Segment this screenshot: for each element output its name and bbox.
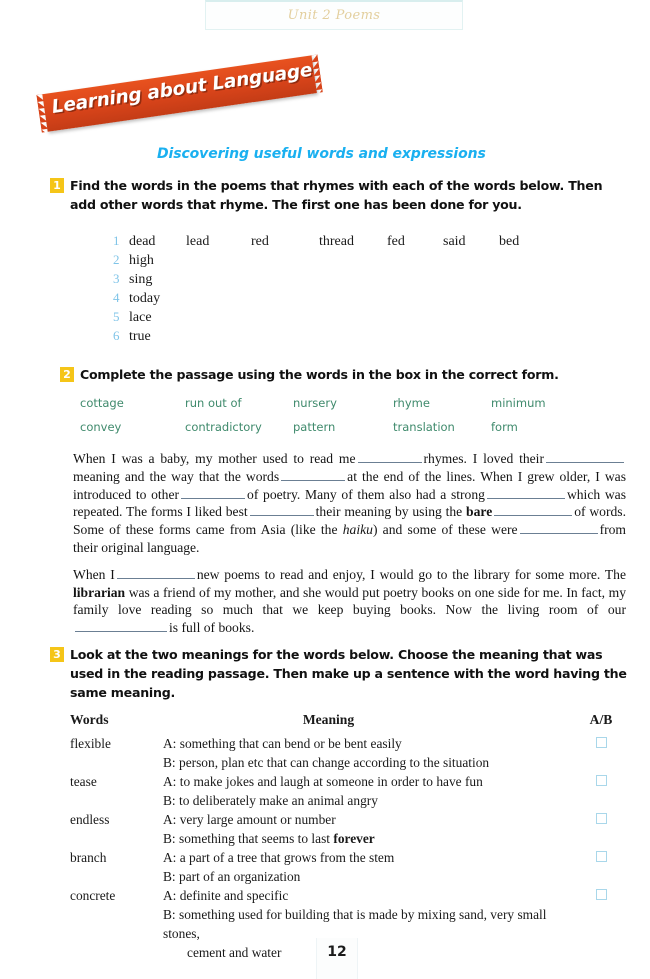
table-row	[70, 772, 618, 810]
entry-definitions	[163, 886, 584, 962]
task-1	[50, 176, 630, 214]
task-1-number-badge: 1	[50, 178, 64, 193]
task-2	[60, 365, 630, 384]
passage-text: was a friend of my mother, and she would put poetry books on one side for me. In fact, my family love reading so much that we keep buying books. Now the living room of our	[73, 584, 626, 618]
passage-text: When I was a baby, my mother used to read me	[73, 451, 356, 466]
definition-b: B: part of an organization	[163, 869, 301, 884]
rhyme-row	[113, 328, 539, 347]
word-bank-item: nursery	[293, 396, 337, 410]
section-banner	[45, 59, 320, 142]
passage-text: new poems to read and enjoy, I would go to the library for some more. The	[196, 566, 626, 582]
definition-b	[163, 905, 584, 962]
rhyme-row	[113, 233, 539, 252]
passage-bold-word: bare	[466, 504, 493, 520]
word-bank-item: minimum	[491, 396, 546, 410]
passage-text: of poetry. Many of them also had a strong	[247, 486, 485, 502]
task-3-heading	[50, 645, 630, 702]
word-bank-item: pattern	[293, 420, 336, 434]
definition-a: A: something that can bend or be bent easily	[163, 736, 402, 751]
rhyme-row-index: 6	[113, 328, 120, 343]
meanings-table	[70, 712, 618, 962]
rhyme-word: lace	[129, 310, 152, 325]
entry-choice-cell	[584, 810, 618, 848]
rhyme-word: dead	[129, 234, 156, 249]
rhyme-row	[113, 252, 539, 271]
task-3	[50, 645, 630, 702]
rhyme-word-list	[113, 233, 539, 347]
entry-definitions	[163, 772, 584, 810]
task-2-prompt: Complete the passage using the words in the box in the correct form.	[80, 367, 559, 382]
passage-italic-word: haiku	[342, 522, 373, 538]
entry-choice-cell	[584, 772, 618, 810]
word-bank-row	[80, 420, 580, 444]
rhyme-word: said	[443, 234, 466, 249]
passage-blank[interactable]	[494, 503, 572, 516]
task-2-number-badge: 2	[60, 367, 74, 382]
word-bank-row	[80, 396, 580, 420]
page-footer	[316, 938, 358, 979]
table-row	[70, 810, 618, 848]
unit-tab-label: Unit 2 Poems	[287, 8, 381, 23]
task-1-heading	[50, 176, 630, 214]
rhyme-word: today	[129, 291, 161, 306]
word-bank-item: form	[491, 420, 518, 434]
rhyme-word: red	[251, 234, 269, 249]
definition-b-text: B: something that seems to last	[163, 831, 334, 846]
task-1-prompt: Find the words in the poems that rhymes with each of the words below. Then add other words that rhyme. The first one has been done for you.	[70, 178, 603, 212]
definition-a: A: to make jokes and laugh at someone in order to have fun	[163, 774, 483, 789]
rhyme-row-words	[129, 329, 186, 345]
ab-checkbox[interactable]	[596, 851, 607, 862]
rhyme-row-words	[129, 272, 186, 288]
definition-b-continuation: cement and water	[187, 945, 282, 960]
cloze-passage	[73, 450, 626, 637]
passage-text: meaning and the way that the words	[73, 468, 280, 484]
rhyme-row-words	[129, 291, 186, 307]
ab-checkbox[interactable]	[596, 775, 607, 786]
rhyme-row	[113, 271, 539, 290]
passage-text: ) and some of these were	[372, 522, 518, 538]
definition-b-bold: forever	[333, 831, 375, 846]
passage-paragraph-1	[73, 450, 626, 557]
rhyme-word: sing	[129, 272, 153, 287]
rhyme-row-words	[129, 253, 186, 269]
word-bank-item: convey	[80, 420, 122, 434]
entry-definitions	[163, 848, 584, 886]
word-bank-item: cottage	[80, 396, 124, 410]
column-header-ab: A/B	[589, 712, 613, 727]
rhyme-row	[113, 290, 539, 309]
word-bank-item: run out of	[185, 396, 242, 410]
definition-b: B: to deliberately make an animal angry	[163, 793, 378, 808]
rhyme-row-index: 2	[113, 252, 120, 267]
rhyme-row	[113, 309, 539, 328]
rhyme-row-index: 1	[113, 233, 120, 248]
page-number: 12	[327, 944, 347, 960]
rhyme-word: thread	[319, 234, 354, 249]
banner-title: Learning about Language	[50, 59, 314, 118]
entry-definitions	[163, 734, 584, 772]
rhyme-word: high	[129, 253, 154, 268]
passage-text: which was repeated. The forms I liked best	[73, 486, 626, 520]
passage-text: at the end of the lines. When I grew older, I was introduced to other	[73, 468, 626, 502]
definition-b	[163, 829, 584, 848]
rhyme-word: true	[129, 329, 151, 344]
entry-word: endless	[70, 812, 110, 827]
entry-choice-cell	[584, 734, 618, 772]
definition-b: B: person, plan etc that can change according to the situation	[163, 755, 490, 770]
word-bank	[80, 396, 580, 444]
passage-blank[interactable]	[358, 450, 422, 463]
passage-blank[interactable]	[250, 503, 314, 516]
task-2-heading	[60, 365, 630, 384]
section-subtitle: Discovering useful words and expressions	[157, 146, 486, 162]
passage-blank[interactable]	[181, 486, 245, 499]
passage-blank[interactable]	[281, 468, 345, 481]
ab-checkbox[interactable]	[596, 889, 607, 900]
passage-blank[interactable]	[117, 566, 195, 579]
passage-text: When I	[73, 566, 115, 582]
definition-a: A: definite and specific	[163, 888, 289, 903]
task-3-prompt: Look at the two meanings for the words below. Choose the meaning that was used in the reading passage. Then make up a sentence with the word having the same meaning.	[70, 647, 627, 700]
entry-word: flexible	[70, 736, 111, 751]
rhyme-word: lead	[186, 234, 210, 249]
rhyme-row-index: 4	[113, 290, 120, 305]
rhyme-row-index: 5	[113, 309, 120, 324]
rhyme-row-words	[129, 310, 186, 326]
entry-choice-cell	[584, 886, 618, 962]
rhyme-row-words	[129, 234, 539, 250]
ab-checkbox[interactable]	[596, 813, 607, 824]
definition-b-text: B: something used for building that is made by mixing sand, very small stones,	[163, 907, 547, 941]
passage-text: from their original language.	[73, 522, 626, 555]
entry-definitions	[163, 810, 584, 848]
column-header-meaning: Meaning	[302, 712, 355, 727]
task-3-number-badge: 3	[50, 647, 64, 662]
entry-choice-cell	[584, 848, 618, 886]
passage-blank[interactable]	[546, 450, 624, 463]
passage-bold-word: librarian	[73, 584, 126, 600]
passage-text: is full of books.	[169, 620, 255, 636]
definition-a: A: very large amount or number	[163, 812, 336, 827]
column-header-words: Words	[70, 712, 109, 727]
rhyme-word: bed	[499, 234, 520, 249]
word-bank-item: contradictory	[185, 420, 262, 434]
unit-tab	[205, 0, 463, 30]
meanings-table-header	[70, 712, 618, 734]
rhyme-row-index: 3	[113, 271, 120, 286]
word-bank-item: rhyme	[393, 396, 430, 410]
passage-text: of words. Some of these forms came from Asia (like the	[73, 504, 626, 538]
entry-word: concrete	[70, 888, 116, 903]
table-row	[70, 848, 618, 886]
word-bank-item: translation	[393, 420, 455, 434]
passage-paragraph-2	[73, 566, 626, 637]
passage-text: their meaning by using the	[315, 504, 463, 520]
passage-blank[interactable]	[487, 486, 565, 499]
entry-word: tease	[70, 774, 97, 789]
passage-text: rhymes. I loved their	[423, 451, 544, 466]
ab-checkbox[interactable]	[596, 737, 607, 748]
passage-blank[interactable]	[520, 521, 598, 534]
entry-word: branch	[70, 850, 107, 865]
passage-blank[interactable]	[75, 619, 167, 632]
rhyme-word: fed	[387, 234, 405, 249]
definition-a: A: a part of a tree that grows from the stem	[163, 850, 395, 865]
table-row	[70, 734, 618, 772]
